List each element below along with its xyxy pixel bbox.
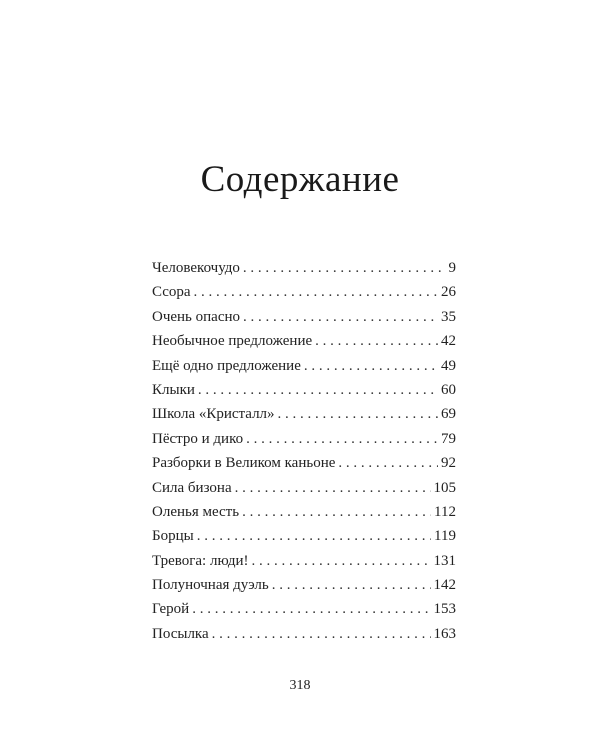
toc-entry-page: 163 bbox=[433, 625, 456, 642]
toc-dot-leader bbox=[304, 358, 438, 375]
toc-entry-title: Очень опасно bbox=[152, 308, 241, 325]
toc-entry-page: 60 bbox=[441, 381, 456, 398]
toc-dot-leader bbox=[197, 528, 431, 545]
toc-entry-page: 35 bbox=[441, 308, 456, 325]
toc-entry-title: Ещё одно предложение bbox=[152, 357, 301, 374]
toc-entry-page: 105 bbox=[433, 479, 456, 496]
toc-dot-leader bbox=[243, 309, 438, 326]
toc-entry-page: 131 bbox=[433, 552, 456, 569]
toc-entry-page: 112 bbox=[434, 503, 456, 520]
toc-entry bbox=[152, 284, 456, 308]
page-number: 318 bbox=[289, 678, 311, 693]
toc-dot-leader bbox=[242, 504, 431, 521]
toc-entry-title: Сила бизона bbox=[152, 479, 232, 496]
toc-entry bbox=[152, 601, 456, 625]
toc-entry-title: Пёстро и дико bbox=[152, 430, 244, 447]
toc-entry-title: Школа «Кристалл» bbox=[152, 406, 275, 423]
toc-entry-page: 153 bbox=[433, 601, 456, 618]
toc-entry-page: 49 bbox=[441, 357, 456, 374]
toc-entry-title: Ссора bbox=[152, 284, 191, 301]
toc-entry-title: Оленья месть bbox=[152, 503, 240, 520]
table-of-contents bbox=[152, 260, 456, 650]
toc-dot-leader bbox=[272, 577, 431, 594]
toc-entry bbox=[152, 528, 456, 552]
toc-entry-title: Борцы bbox=[152, 528, 194, 545]
toc-entry bbox=[152, 504, 456, 528]
toc-entry-page: 9 bbox=[448, 260, 456, 276]
toc-entry-page: 142 bbox=[433, 577, 456, 594]
toc-entry bbox=[152, 553, 456, 577]
toc-dot-leader bbox=[278, 406, 438, 423]
toc-dot-leader bbox=[235, 480, 431, 497]
toc-entry-title: Клыки bbox=[152, 381, 195, 398]
toc-dot-leader bbox=[338, 455, 438, 472]
toc-dot-leader bbox=[212, 626, 431, 643]
toc-entry-title: Человекочудо bbox=[152, 260, 240, 276]
toc-entry bbox=[152, 480, 456, 504]
toc-entry bbox=[152, 309, 456, 333]
toc-entry bbox=[152, 358, 456, 382]
toc-entry bbox=[152, 626, 456, 650]
toc-dot-leader bbox=[198, 382, 438, 399]
toc-entry-title: Тревога: люди! bbox=[152, 552, 249, 569]
toc-entry bbox=[152, 382, 456, 406]
toc-dot-leader bbox=[243, 260, 446, 277]
toc-entry bbox=[152, 431, 456, 455]
toc-entry-title: Разборки в Великом каньоне bbox=[152, 455, 336, 472]
toc-dot-leader bbox=[252, 553, 431, 570]
toc-dot-leader bbox=[315, 333, 438, 350]
toc-dot-leader bbox=[192, 601, 430, 618]
toc-entry bbox=[152, 260, 456, 284]
toc-dot-leader bbox=[194, 284, 438, 301]
toc-entry bbox=[152, 577, 456, 601]
toc-entry-title: Посылка bbox=[152, 625, 209, 642]
toc-entry bbox=[152, 333, 456, 357]
toc-entry-title: Необычное предложение bbox=[152, 333, 313, 350]
toc-entry-page: 92 bbox=[441, 455, 456, 472]
toc-entry-title: Герой bbox=[152, 601, 190, 618]
toc-entry bbox=[152, 455, 456, 479]
toc-entry-title: Полуночная дуэль bbox=[152, 577, 269, 594]
toc-entry-page: 119 bbox=[434, 528, 456, 545]
toc-entry-page: 26 bbox=[441, 284, 456, 301]
toc-entry-page: 79 bbox=[441, 430, 456, 447]
toc-entry-page: 42 bbox=[441, 333, 456, 350]
toc-dot-leader bbox=[246, 431, 438, 448]
page-title: Содержание bbox=[200, 159, 400, 200]
toc-entry bbox=[152, 406, 456, 430]
toc-entry-page: 69 bbox=[441, 406, 456, 423]
